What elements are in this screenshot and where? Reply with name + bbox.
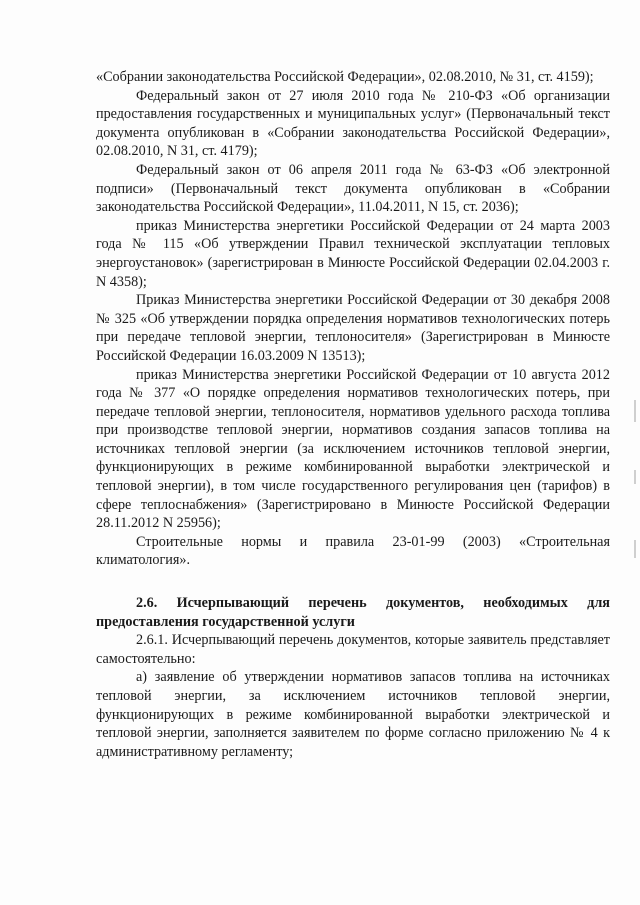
- paragraph-law-63fz: Федеральный закон от 06 апреля 2011 года № 63-ФЗ «Об электронной подписи» (Первоначальный текст документа опубликован в «Собрании законодательства Российской Федерации», 11.04.2011, N 15, ст. 2036);: [96, 161, 610, 216]
- paragraph-snip-23-01-99: Строительные нормы и правила 23-01-99 (2003) «Строительная климатология».: [96, 533, 610, 569]
- paragraph-item-a: а) заявление об утверждении нормативов запасов топлива на источниках тепловой энергии, за исключением источников тепловой энергии, функционирующих в режиме комбинированной выработки электрической и тепловой энергии, заполняется заявителем по форме согласно приложению № 4 к административному регламенту;: [96, 669, 610, 760]
- paragraph-order-115: приказ Министерства энергетики Российской Федерации от 24 марта 2003 года № 115 «Об утверждении Правил технической эксплуатации тепловых энергоустановок» (зарегистрирован в Минюсте Российской Федерации 02.04.2003 г. N 4358);: [96, 217, 610, 290]
- paragraph-order-377: приказ Министерства энергетики Российской Федерации от 10 августа 2012 года № 377 «О порядке определения нормативов технологических потерь, при передаче тепловой энергии, теплоносителя, нормативов удельного расхода топлива при производстве тепловой энергии, нормативов создания запасов топлива на источниках тепловой энергии (за исключением источников тепловой энергии, функционирующих в режиме комбинированной выработки электрической и тепловой энергии), в том числе государственного регулирования цен (тарифов) в сфере теплоснабжения» (Зарегистрировано в Минюсте Российской Федерации 28.11.2012 N 25956);: [96, 366, 610, 532]
- scan-artifact-mark: [634, 400, 636, 422]
- scan-artifact-mark: [634, 540, 636, 558]
- paragraph-law-210fz: Федеральный закон от 27 июля 2010 года № 210-ФЗ «Об организации предоставления государственных и муниципальных услуг» (Первоначальный текст документа опубликован в «Собрании законодательства Российской Федерации», 02.08.2010, N 31, ст. 4179);: [96, 87, 610, 160]
- section-heading-2-6: 2.6. Исчерпывающий перечень документов, необходимых для предоставления государственной услуги: [96, 595, 610, 630]
- paragraph-order-325: Приказ Министерства энергетики Российской Федерации от 30 декабря 2008 № 325 «Об утверждении порядка определения нормативов технологических потерь при передаче тепловой энергии, теплоносителя» (Зарегистрирован в Минюсте Российской Федерации 16.03.2009 N 13513);: [96, 292, 610, 364]
- paragraph-sobranie-continuation: «Собрании законодательства Российской Федерации», 02.08.2010, № 31, ст. 4159);: [96, 69, 594, 85]
- paragraph-2-6-1: 2.6.1. Исчерпывающий перечень документов, которые заявитель представляет самостоятельно:: [96, 632, 610, 667]
- scan-artifact-mark: [634, 470, 636, 484]
